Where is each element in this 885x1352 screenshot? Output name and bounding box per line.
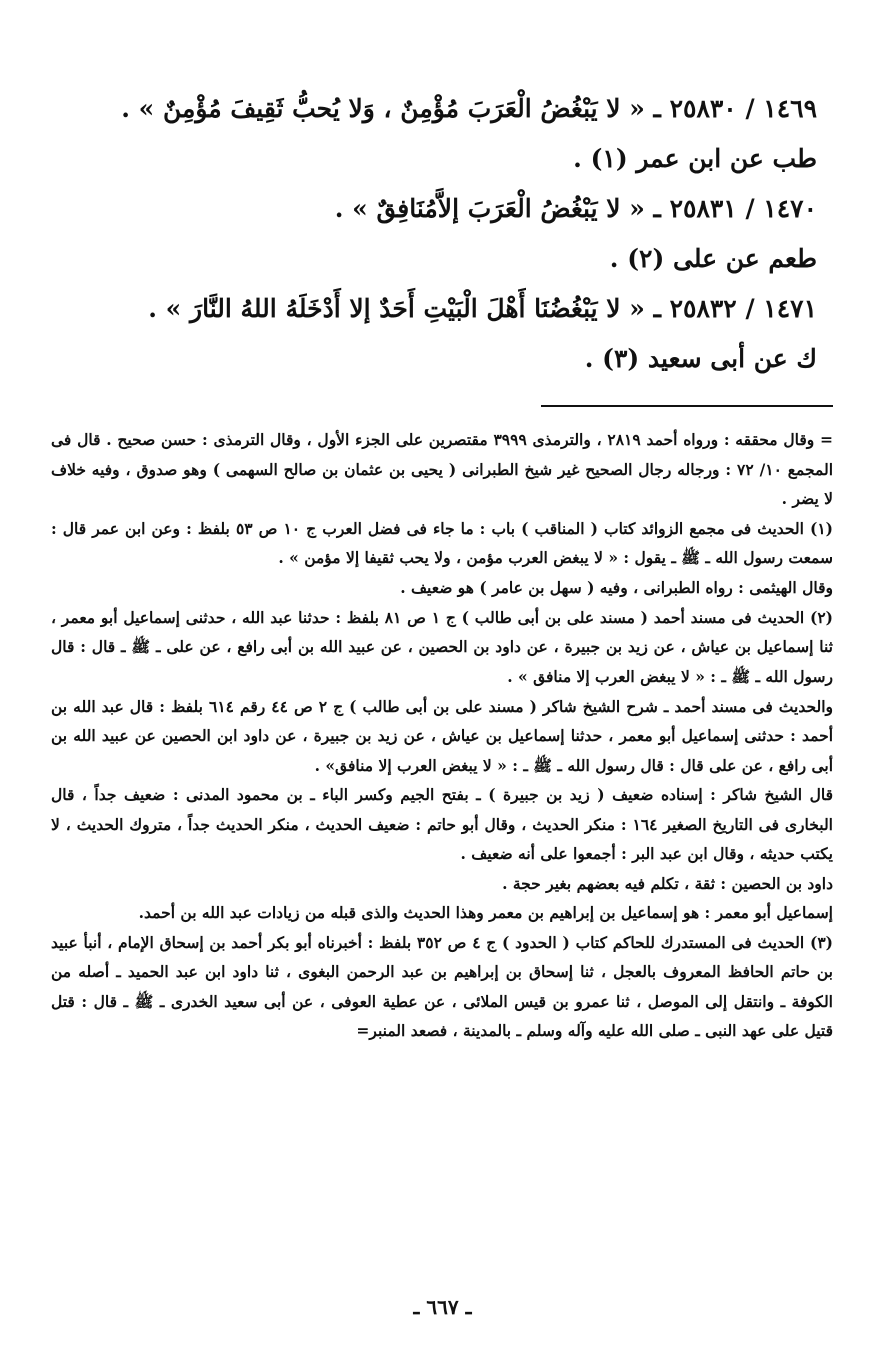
footnote-1: (١) الحديث فى مجمع الزوائد كتاب ( المناقب ) باب : ما جاء فى فضل العرب ج ١٠ ص ٥٣ بلفظ : وعن ابن عمر قال : سمعت رسول الله ـ ﷺ ـ يقول : « لا يبغض العرب مؤمن ، ولا يحب ثقيفا إلا مؤمن » . xyxy=(51,518,834,567)
footnote-2-dawud: داود بن الحصين : ثقة ، تكلم فيه بعضهم بغير حجة . xyxy=(502,873,833,893)
footnote-continuation: = وقال محققه : ورواه أحمد ٢٨١٩ ، والترمذى ٣٩٩٩ مقتصرين على الجزء الأول ، وقال الترمذى : حسن صحيح . قال فى المجمع ١٠/ ٧٢ : ورجاله رجال الصحيح غير شيخ الطبرانى ( يحيى بن عثمان بن صالح السهمى ) وهو صدوق ، وفيه خلاف لا يضر . xyxy=(51,430,834,508)
hadith-1470-source: طعم عن على (٢) . xyxy=(609,244,817,273)
footnote-2-grading: قال الشيخ شاكر : إسناده ضعيف ( زيد بن جبيرة ) ـ بفتح الجيم وكسر الباء ـ بن محمود المدنى : ضعيف جداً ، قال البخارى فى التاريخ الصغير ١٦٤ : منكر الحديث ، وقال أبو حاتم : ضعيف الحديث ، منكر الحديث جداً ، متروك الحديث ، لا يكتب حديثه ، وقال ابن عبد البر : أجمعوا على أنه ضعيف . xyxy=(51,785,833,863)
hadith-list xyxy=(57,84,817,384)
page-number: ـ ٦٦٧ ـ xyxy=(413,1295,472,1319)
footnote-3: (٣) الحديث فى المستدرك للحاكم كتاب ( الحدود ) ج ٤ ص ٣٥٢ بلفظ : أخبرناه أبو بكر أحمد بن إسحاق الإمام ، أنبأ عبيد بن حاتم الحافظ المعروف بالعجل ، ثنا إسحاق بن إبراهيم بن عبد الرحمن البغوى ، ثنا داود ابن عبد الحميد ـ أصله من الكوفة ـ وانتقل إلى الموصل ، ثنا عمرو بن قيس الملائى ، عن عطية العوفى ، عن أبى سعيد الخدرى ـ ﷺ ـ قال : قتل قتيل على عهد النبى ـ صلى الله عليه وآله وسلم ـ بالمدينة ، فصعد المنبر= xyxy=(51,932,833,1040)
hadith-1470: ١٤٧٠ / ٢٥٨٣١ ـ « لا يَبْغُضُ الْعَرَبَ إلاَّمُنَافِقٌ » . xyxy=(334,194,817,223)
footnote-2-shakir: والحديث فى مسند أحمد ـ شرح الشيخ شاكر ( مسند على بن أبى طالب ) ج ٢ ص ٤٤ رقم ٦١٤ بلفظ : قال عبد الله بن أحمد : حدثنى إسماعيل أبو معمر ، حدثنا إسماعيل بن عياش ، عن زيد بن جبيرة ، عن داود ابن الحصين عن عبيد الله بن أبى رافع ، عن على قال : قال رسول الله ـ ﷺ ـ : « لا يبغض العرب إلا منافق» . xyxy=(51,696,833,775)
footnotes xyxy=(51,425,833,1046)
hadith-1471-source: ك عن أبى سعيد (٣) . xyxy=(584,344,817,373)
footnote-2: (٢) الحديث فى مسند أحمد ( مسند على بن أبى طالب ) ج ١ ص ٨١ بلفظ : حدثنا عبد الله ، حدثنى إسماعيل أبو معمر ، ثنا إسماعيل بن عياش ، عن زيد بن جبيرة ، عن داود بن الحصين ، عن عبيد الله بن أبى رافع ، عن على ـ ﷺ ـ قال : قال رسول الله ـ ﷺ ـ : « لا يبغض العرب إلا منافق » . xyxy=(51,607,833,686)
footnote-2-ismail: إسماعيل أبو معمر : هو إسماعيل بن إبراهيم بن معمر وهذا الحديث والذى قبله من زيادات عبد الله بن أحمد. xyxy=(138,903,833,922)
footnote-divider xyxy=(541,405,833,407)
hadith-1471: ١٤٧١ / ٢٥٨٣٢ ـ « لا يَبْغُضُنَا أَهْلَ الْبَيْتِ أَحَدٌ إلا أَدْخَلَهُ اللهُ النَّارَ » . xyxy=(148,294,817,323)
hadith-1469-source: طب عن ابن عمر (١) . xyxy=(573,144,817,173)
hadith-1469: ١٤٦٩ / ٢٥٨٣٠ ـ « لا يَبْغُضُ الْعَرَبَ مُؤْمِنٌ ، وَلا يُحبُّ ثَقِيفَ مُؤْمِنٌ » . xyxy=(121,94,817,123)
footnote-1-note: وقال الهيثمى : رواه الطبرانى ، وفيه ( سهل بن عامر ) هو ضعيف . xyxy=(400,578,833,597)
